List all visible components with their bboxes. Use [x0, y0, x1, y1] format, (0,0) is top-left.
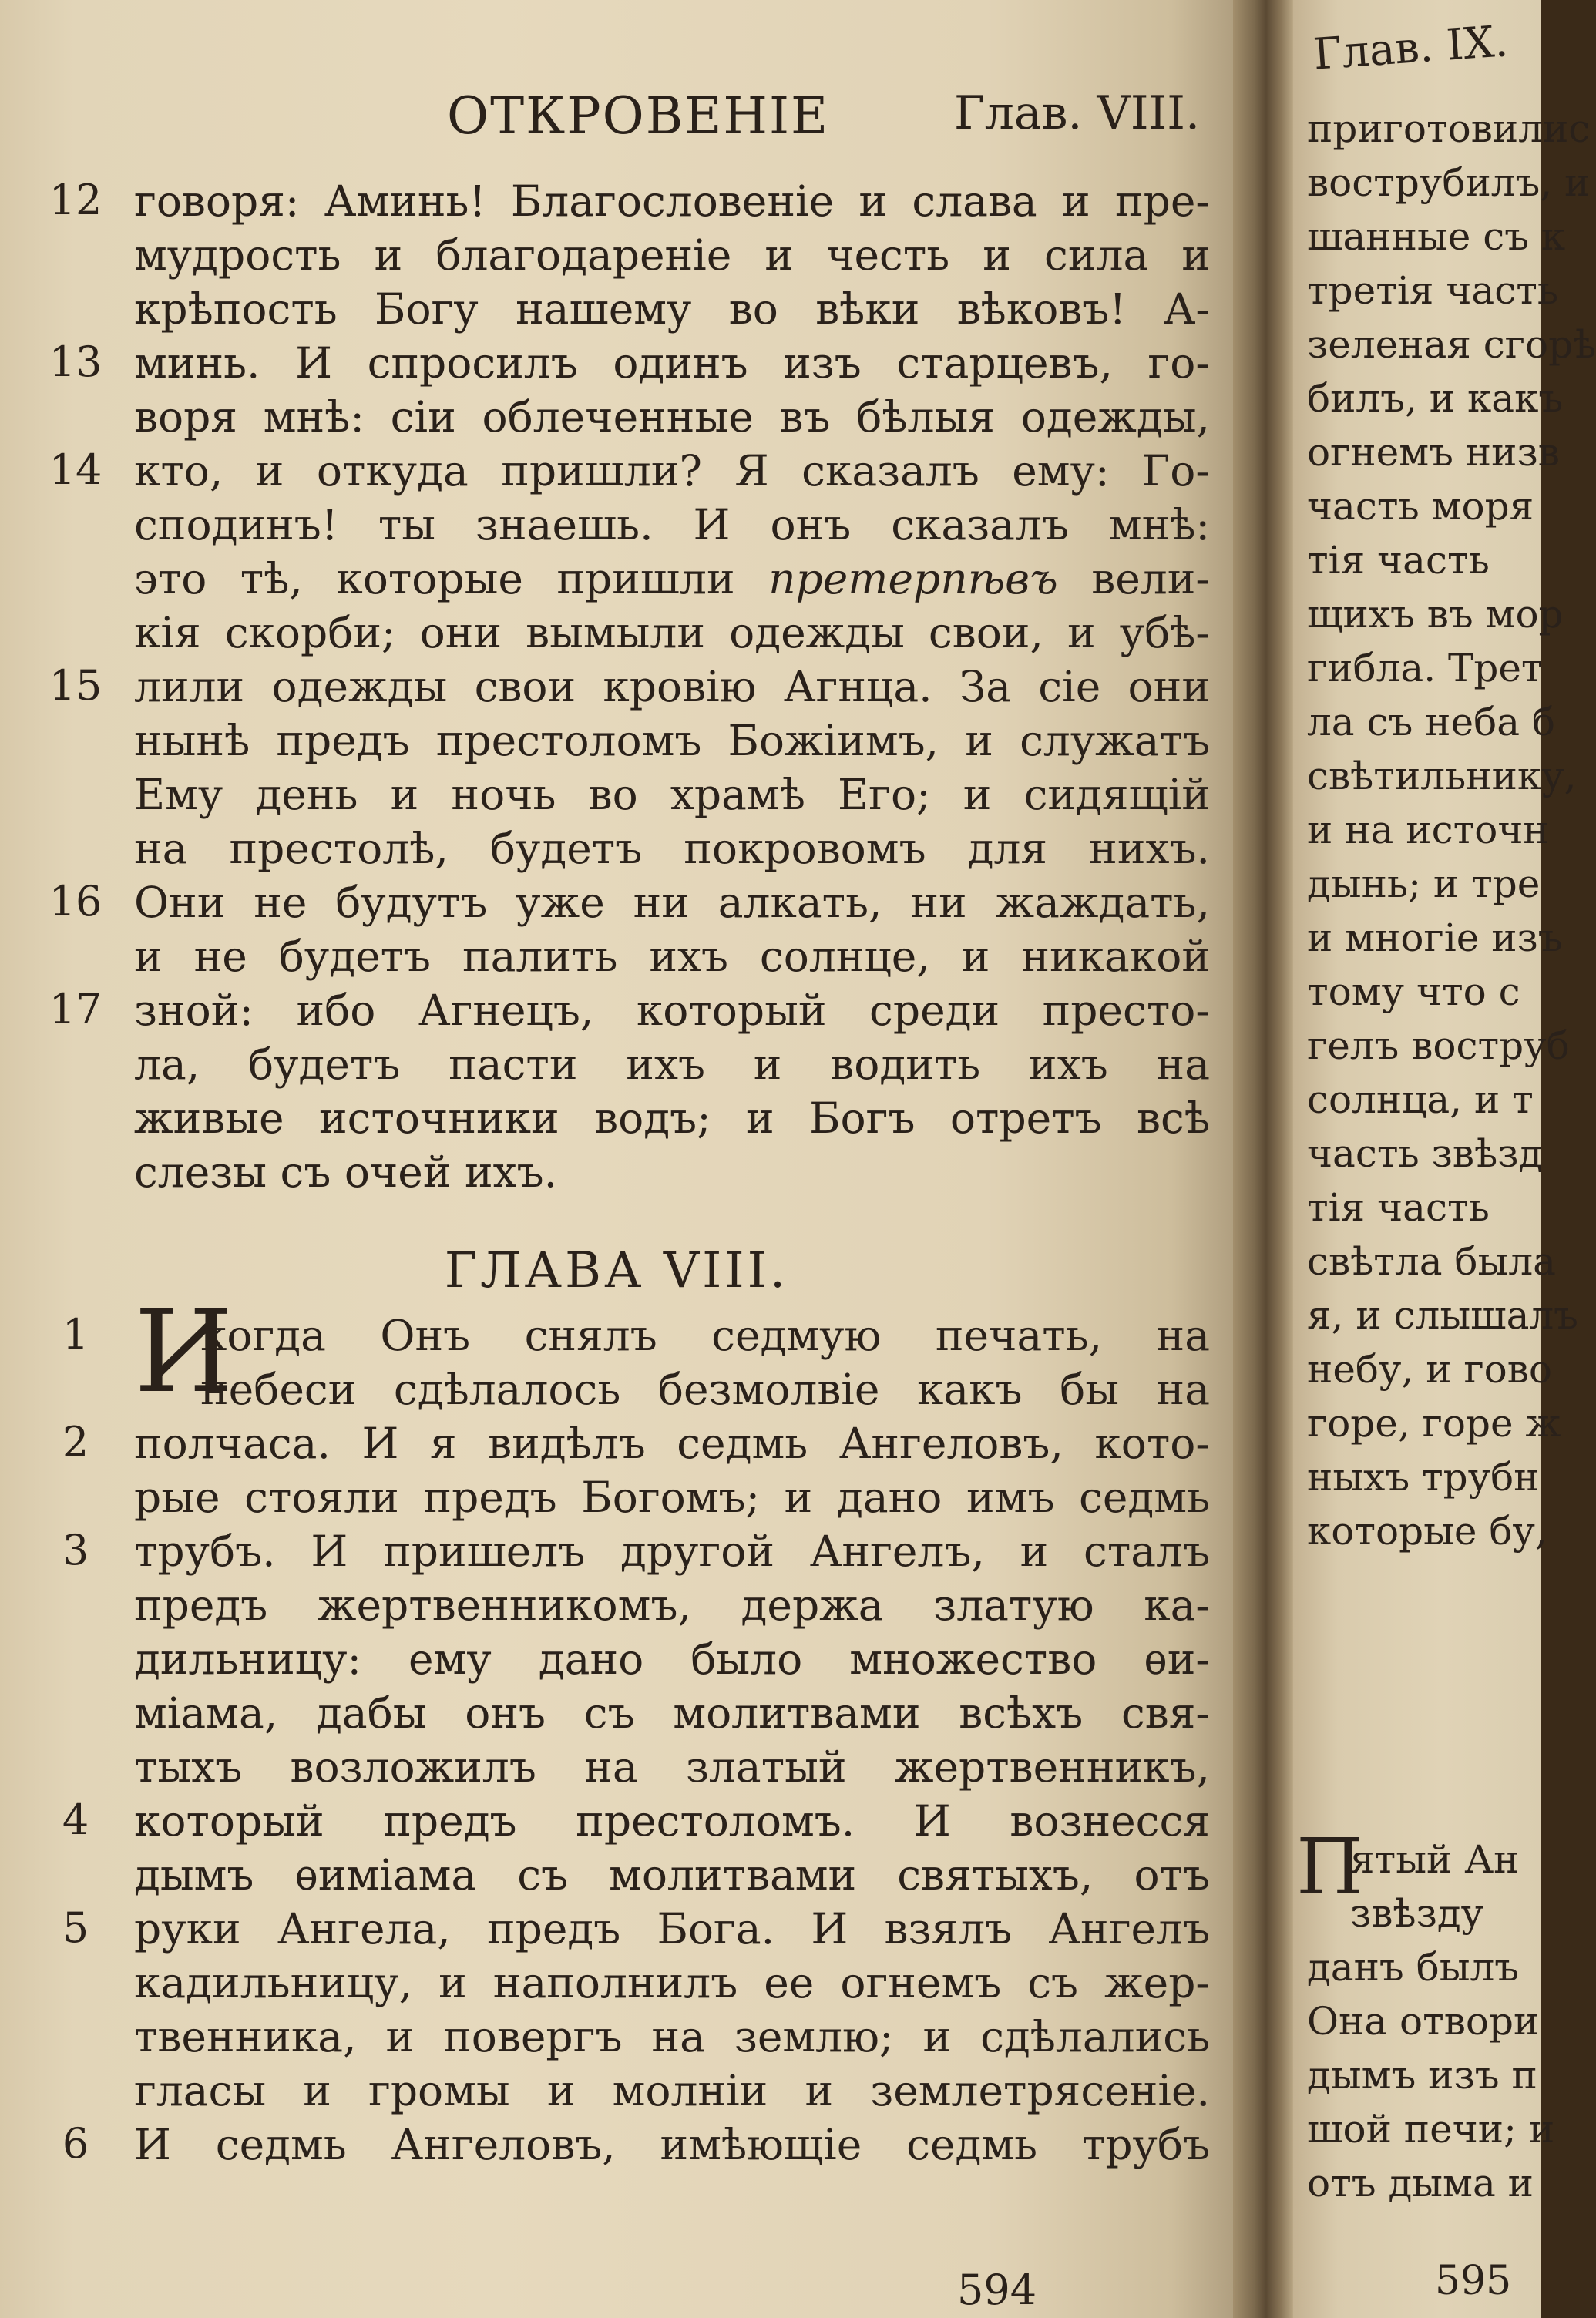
- right-text-line: ятый Ан: [1350, 1837, 1520, 1882]
- right-chapter-heading: Глав. IX.: [1312, 16, 1510, 80]
- text-line: слезы съ очей ихъ.: [134, 1147, 558, 1197]
- page-number: 594: [957, 2266, 1037, 2314]
- verse-number: 17: [49, 985, 102, 1033]
- right-text-line: гелъ воструб: [1307, 1023, 1570, 1068]
- right-text-line: горе, горе ж: [1307, 1401, 1561, 1446]
- verse-number: 1: [62, 1310, 89, 1359]
- right-page-number: 595: [1435, 2258, 1512, 2304]
- right-text-line: часть звѣзд: [1307, 1131, 1543, 1176]
- right-text-line: часть моря: [1307, 484, 1534, 529]
- text-line: ла, будетъ пасти ихъ и водить ихъ на: [134, 1040, 1210, 1089]
- right-text-line: и на источн: [1307, 808, 1549, 852]
- right-text-line: звѣзду: [1350, 1891, 1484, 1936]
- right-text-line: данъ былъ: [1307, 1945, 1520, 1990]
- right-text-line: отъ дыма и: [1307, 2161, 1534, 2205]
- text-line: и не будетъ палить ихъ солнце, и никакой: [134, 932, 1210, 981]
- text-line: полчаса. И я видѣлъ седмь Ангеловъ, кото-: [134, 1419, 1210, 1468]
- verse-number: 5: [62, 1903, 89, 1952]
- text-line: міама, дабы онъ съ молитвами всѣхъ свя-: [134, 1688, 1210, 1738]
- right-text-line: я, и слышалъ: [1307, 1293, 1578, 1338]
- text-line: тыхъ возложилъ на златый жертвенникъ,: [134, 1742, 1210, 1792]
- text-line: кія скорби; они вымыли одежды свои, и убѣ-: [134, 608, 1210, 657]
- text-line: мудрость и благодареніе и честь и сила и: [134, 230, 1210, 280]
- text-line: рые стояли предъ Богомъ; и дано имъ седмь: [134, 1473, 1210, 1522]
- book-gutter: [1233, 0, 1293, 2318]
- right-text-line: тому что с: [1307, 969, 1520, 1014]
- right-text-line: вострубилъ, и: [1307, 160, 1591, 205]
- verse-number: 13: [49, 338, 102, 386]
- right-text-line: небу, и гово: [1307, 1347, 1552, 1392]
- right-text-line: третія часть: [1307, 268, 1559, 313]
- right-text-line: билъ, и какъ: [1307, 376, 1564, 421]
- text-line: сподинъ! ты знаешь. И онъ сказалъ мнѣ:: [134, 500, 1210, 549]
- text-segment: это тѣ, которые пришли: [134, 554, 735, 603]
- text-segment: вели-: [1091, 554, 1210, 603]
- right-text-line: зеленая сгорѣ: [1307, 322, 1596, 367]
- right-text-line: тія часть: [1307, 538, 1490, 583]
- verse-number: 4: [62, 1796, 89, 1844]
- verse-number: 15: [49, 661, 102, 710]
- right-text-line: шанные съ к: [1307, 214, 1566, 259]
- right-text-line: и многіе изъ: [1307, 915, 1563, 960]
- right-text-line: ныхъ трубн: [1307, 1455, 1540, 1500]
- italic-word: претерпѣвъ: [768, 554, 1058, 603]
- text-line: Они не будутъ уже ни алкать, ни жаждать,: [134, 878, 1210, 927]
- right-text-line: щихъ въ мор: [1307, 592, 1564, 637]
- text-line: когда Онъ снялъ седмую печать, на: [200, 1311, 1210, 1360]
- right-text-line: ла съ неба б: [1307, 700, 1555, 744]
- text-line: дымъ ѳиміама съ молитвами святыхъ, отъ: [134, 1850, 1210, 1900]
- text-line: предъ жертвенникомъ, держа златую ка-: [134, 1581, 1210, 1630]
- text-line: кто, и откуда пришли? Я сказалъ ему: Го-: [134, 446, 1210, 496]
- drop-cap: И: [134, 1285, 234, 1418]
- right-text-line: шой печи; и: [1307, 2107, 1555, 2152]
- text-line: живые источники водъ; и Богъ отретъ всѣ: [134, 1093, 1210, 1143]
- text-line: гласы и громы и молніи и землетрясеніе.: [134, 2066, 1210, 2115]
- text-line: твенника, и повергъ на землю; и сдѣлались: [134, 2012, 1210, 2061]
- text-line: трубъ. И пришелъ другой Ангелъ, и сталъ: [134, 1527, 1210, 1576]
- verse-number: 12: [49, 176, 102, 224]
- running-title: ОТКРОВЕНІЕ: [447, 86, 830, 146]
- text-line: нынѣ предъ престоломъ Божіимъ, и служатъ: [134, 716, 1210, 765]
- right-text-line: огнемъ низв: [1307, 430, 1560, 475]
- text-line: воря мнѣ: сіи облеченные въ бѣлыя одежды,: [134, 392, 1210, 442]
- verse-number: 16: [49, 877, 102, 926]
- text-line: руки Ангела, предъ Бога. И взялъ Ангелъ: [134, 1904, 1210, 1954]
- text-line: И седмь Ангеловъ, имѣющіе седмь трубъ: [134, 2120, 1210, 2169]
- verse-number: 6: [62, 2119, 89, 2168]
- text-line: дильницу: ему дано было множество ѳи-: [134, 1634, 1210, 1684]
- right-text-line: солнца, и т: [1307, 1077, 1534, 1122]
- right-text-line: свѣтильнику,: [1307, 754, 1577, 798]
- right-text-line: свѣтла была: [1307, 1239, 1556, 1284]
- text-line: небеси сдѣлалось безмолвіе какъ бы на: [200, 1365, 1210, 1414]
- text-line: зной: ибо Агнецъ, который среди престо-: [134, 986, 1210, 1035]
- chapter-title: ГЛАВА VIII.: [444, 1242, 789, 1299]
- page-header: [0, 86, 1233, 156]
- right-text-line: дынь; и тре: [1307, 862, 1541, 906]
- right-text-line: дымъ изъ п: [1307, 2053, 1537, 2098]
- text-line: крѣпость Богу нашему во вѣки вѣковъ! А-: [134, 284, 1210, 334]
- text-line: [134, 552, 1210, 606]
- verse-number: 14: [49, 445, 102, 494]
- right-text-line: приготовилис: [1307, 106, 1591, 151]
- right-text-line: тія часть: [1307, 1185, 1490, 1230]
- text-line: говоря: Аминь! Благословеніе и слава и пре-: [134, 176, 1210, 226]
- chapter-heading: Глав. VIII.: [954, 86, 1201, 140]
- text-line: лили одежды свои кровію Агнца. За сіе они: [134, 662, 1210, 711]
- text-line: на престолѣ, будетъ покровомъ для нихъ.: [134, 824, 1210, 873]
- text-line: кадильницу, и наполнилъ ее огнемъ съ жер-: [134, 1958, 1210, 2007]
- text-line: Ему день и ночь во храмѣ Его; и сидящій: [134, 770, 1210, 819]
- right-text-line: которые бу,: [1307, 1509, 1547, 1554]
- verse-number: 2: [62, 1418, 89, 1466]
- text-line: который предъ престоломъ. И вознесся: [134, 1796, 1210, 1846]
- verse-number: 3: [62, 1526, 89, 1574]
- right-drop-cap: П: [1296, 1822, 1364, 1912]
- right-text-line: гибла. Трет: [1307, 646, 1543, 690]
- right-text-line: Она отвори: [1307, 1999, 1540, 2044]
- text-line: минь. И спросилъ одинъ изъ старцевъ, го-: [134, 338, 1210, 388]
